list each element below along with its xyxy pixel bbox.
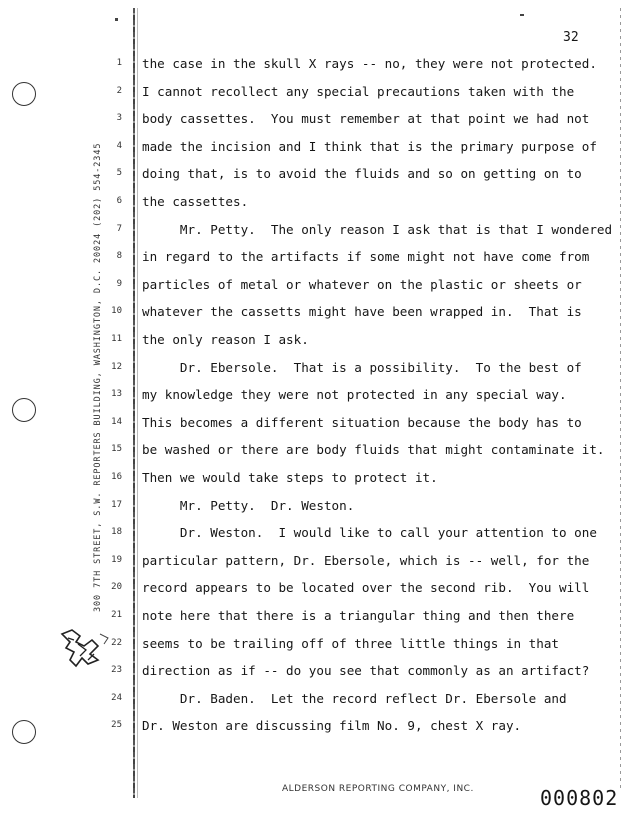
line-number: 10 [111, 306, 122, 317]
transcript-line: made the incision and I think that is the primary purpose of [142, 138, 597, 154]
transcript-line: Dr. Ebersole. That is a possibility. To the best of [142, 359, 582, 375]
line-number: 5 [116, 168, 122, 179]
left-margin-rule-inner [137, 8, 138, 798]
footer-agency: ALDERSON REPORTING COMPANY, INC. [282, 784, 474, 794]
line-number: 6 [116, 196, 122, 206]
transcript-line: Dr. Weston are discussing film No. 9, chest X ray. [142, 718, 522, 734]
transcript-line: particular pattern, Dr. Ebersole, which is -- well, for the [142, 552, 590, 568]
line-number: 17 [111, 499, 122, 510]
transcript-line: be washed or there are body fluids that might contaminate it. [142, 442, 605, 458]
document-number: 000802 [540, 786, 619, 810]
punch-hole [12, 720, 36, 744]
line-number: 20 [111, 582, 122, 593]
line-number: 12 [111, 361, 122, 372]
line-number: 4 [116, 140, 122, 151]
left-margin-rule [133, 8, 135, 798]
line-number: 25 [111, 720, 122, 731]
line-number: 16 [111, 472, 122, 482]
scan-speck [115, 18, 118, 21]
transcript-line: the cassettes. [142, 194, 249, 209]
transcript-line: Mr. Petty. Dr. Weston. [142, 497, 355, 513]
scan-speck [520, 14, 524, 16]
line-number: 13 [111, 389, 122, 400]
transcript-line: direction as if -- do you see that commonly as an artifact? [142, 663, 590, 679]
transcript-line: Dr. Weston. I would like to call your attention to one [142, 525, 597, 541]
transcript-line: in regard to the artifacts if some might not have come from [142, 249, 590, 265]
transcript-line: I cannot recollect any special precautions taken with the [142, 83, 575, 99]
line-number: 2 [116, 85, 122, 96]
transcript-line: This becomes a different situation because the body has to [142, 414, 582, 430]
line-number: 1 [116, 58, 122, 68]
line-number: 24 [111, 692, 122, 703]
line-number: 21 [111, 610, 122, 620]
transcript-line: note here that there is a triangular thing and then there [142, 608, 575, 623]
line-number: 7 [116, 223, 122, 234]
transcript-line: particles of metal or whatever on the plastic or sheets or [142, 276, 582, 292]
transcript-line: record appears to be located over the second rib. You will [142, 580, 590, 596]
transcript-line: the case in the skull X rays -- no, they were not protected. [142, 56, 597, 71]
line-number: 11 [111, 334, 122, 344]
punch-hole [12, 82, 36, 106]
transcript-line: seems to be trailing off of three little things in that [142, 635, 560, 651]
line-number: 19 [111, 554, 122, 565]
line-number: 18 [111, 527, 122, 538]
punch-hole [12, 398, 36, 422]
transcript-line: Then we would take steps to protect it. [142, 470, 438, 485]
line-number: 23 [111, 665, 122, 676]
right-margin-rule [620, 8, 621, 788]
transcript-line: my knowledge they were not protected in any special way. [142, 387, 567, 403]
transcript-line: doing that, is to avoid the fluids and so on getting on to [142, 166, 582, 182]
line-number: 3 [116, 113, 122, 124]
line-number: 22 [111, 637, 122, 648]
page-number: 32 [563, 30, 579, 45]
line-number: 15 [111, 444, 122, 455]
line-number: 14 [111, 416, 122, 427]
line-number: 8 [116, 251, 122, 262]
ink-stamp [58, 624, 118, 672]
transcript-line: Dr. Baden. Let the record reflect Dr. Ebersole and [142, 690, 567, 706]
transcript-line: body cassettes. You must remember at that point we had not [142, 111, 590, 127]
margin-address: 300 7TH STREET, S.W. REPORTERS BUILDING, WASHINGTON, D.C. 20024 (202) 554-2345 [93, 142, 103, 612]
transcript-line: the only reason I ask. [142, 332, 309, 347]
transcript-line: whatever the cassetts might have been wrapped in. That is [142, 304, 582, 320]
line-number: 9 [116, 278, 122, 289]
transcript-line: Mr. Petty. The only reason I ask that is that I wondered [142, 221, 613, 237]
